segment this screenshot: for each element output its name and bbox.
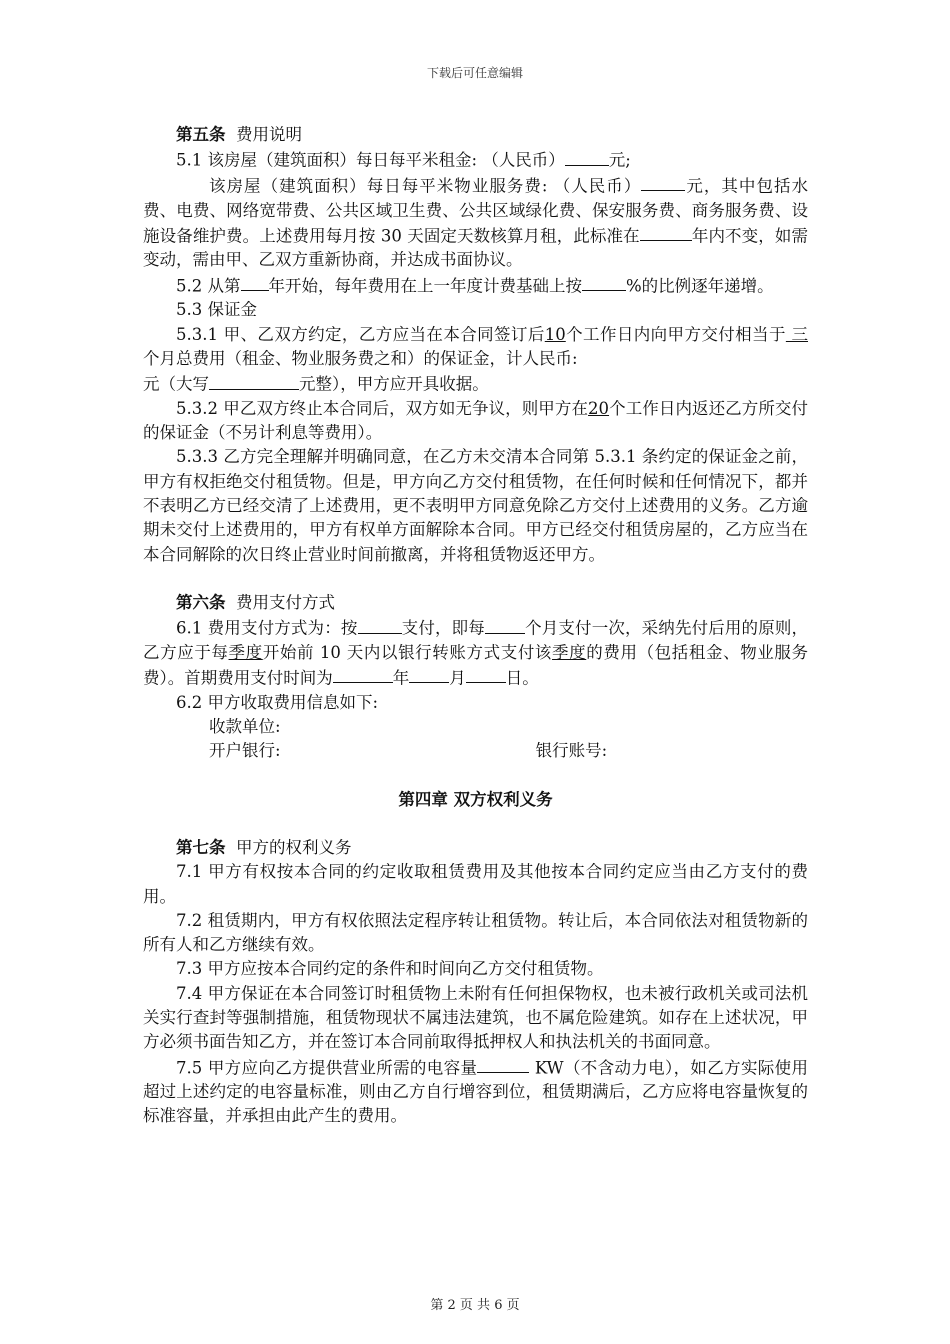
blank-year: [333, 665, 393, 683]
article-6-subtitle: 费用支付方式: [236, 592, 335, 612]
article-5-title: 第五条: [176, 125, 226, 144]
document-body: [143, 123, 808, 1129]
article-7-title: 第七条: [176, 837, 226, 857]
clause-7-4: 7.4 甲方保证在本合同签订时租赁物上未附有任何担保物权，也未被行政机关或司法机关实行查封等强制措施，租赁物现状不属违法建筑，也不属危险建筑。如存在上述状况，甲方必须书面告知乙方，并在签订本合同前取得抵押权人和执法机关的书面同意。: [143, 983, 808, 1052]
clause-7-5: 7.5 甲方应向乙方提供营业所需的电容量 KW（不含动力电），如乙方实际使用超过上述约定的电容量标准，则由乙方自行增容到位，租赁期满后，乙方应将电容量恢复的标准容量，并承担由此产生的费用。: [143, 1055, 808, 1129]
clause-6-2: 6.2 甲方收取费用信息如下:: [176, 692, 379, 712]
blank-months: [485, 615, 525, 633]
bank-label: 开户银行:: [209, 741, 281, 761]
clause-5-2: 5.2 从第 年开始，每年费用在上一年度计费基础上按 %的比例逐年递增。: [143, 273, 808, 299]
page-header: 下载后可任意编辑: [426, 66, 523, 80]
payee-label: 收款单位:: [209, 717, 281, 737]
bank-info-row: [143, 739, 808, 763]
article-7-heading: [143, 836, 808, 860]
blank-amount-words: [209, 371, 299, 389]
page-footer: 第 2 页 共 6 页: [430, 1298, 520, 1313]
blank-service-fee: [641, 173, 685, 191]
clause-5-1-rent: 5.1 该房屋（建筑面积）每日每平米租金: （人民币） 元;: [143, 147, 808, 173]
blank-power-capacity: [477, 1055, 529, 1073]
clause-5-3: 5.3 保证金: [176, 300, 257, 320]
blank-years: [640, 223, 692, 241]
article-7-subtitle: 甲方的权利义务: [236, 837, 352, 857]
clause-5-1-service-fee: 该房屋（建筑面积）每日每平米物业服务费: （人民币） 元，其中包括水费、电费、网络宽带费、公共区域卫生费、公共区域绿化费、保安服务费、商务服务费、设施设备维护费。上述费用每月按 30 天固定天数核算月租，此标准在 年内不变，如需变动，需由甲、乙双方重新协商，并达成书面协议。: [143, 173, 808, 273]
quarter-term-2: 季度: [552, 642, 587, 662]
deposit-days: 10: [544, 324, 566, 344]
article-5-heading: [143, 123, 808, 147]
clause-6-1: 6.1 费用支付方式为：按 支付，即每 个月支付一次，采纳先付后用的原则，乙方应于每季度开始前 10 天内以银行转账方式支付该季度的费用（包括租金、物业服务费）。首期费用支付时间为 年 月 日。: [143, 615, 808, 691]
blank-percent: [582, 273, 626, 291]
clause-7-2: 7.2 租赁期内，甲方有权依照法定程序转让租赁物。转让后，本合同依法对租赁物新的所有人和乙方继续有效。: [143, 910, 808, 955]
deposit-months: 三: [785, 324, 809, 344]
chapter-4-title: 第四章 双方权利义务: [398, 789, 553, 809]
refund-days: 20: [588, 398, 610, 418]
clause-5-3-3: 5.3.3 乙方完全理解并明确同意，在乙方未交清本合同第 5.3.1 条约定的保证金之前，甲方有权拒绝交付租赁物。但是，甲方向乙方交付租赁物，在任何时候和任何情况下，都并不表明乙方已经交清了上述费用，更不表明甲方同意免除乙方交付上述费用的义务。乙方逾期未交付上述费用的，甲方有权单方面解除本合同。甲方已经交付租赁房屋的，乙方应当在本合同解除的次日终止营业时间前撤离，并将租赁物返还甲方。: [143, 447, 808, 564]
clause-5-3-2: 5.3.2 甲乙双方终止本合同后，双方如无争议，则甲方在20个工作日内返还乙方所交付的保证金（不另计利息等费用）。: [143, 398, 808, 443]
blank-start-year: [241, 273, 269, 291]
clause-7-1: 7.1 甲方有权按本合同的约定收取租赁费用及其他按本合同约定应当由乙方支付的费用。: [143, 862, 808, 906]
clause-7-3: 7.3 甲方应按本合同约定的条件和时间向乙方交付租赁物。: [176, 959, 604, 979]
clause-5-3-1: 5.3.1 甲、乙双方约定，乙方应当在本合同签订后10个工作日内向甲方交付相当于 三 个月总费用（租金、物业服务费之和）的保证金，计人民币: 元（大写 元整），甲方应开具收据。: [143, 324, 809, 394]
account-label: 银行账号:: [535, 741, 608, 761]
blank-rent: [565, 147, 609, 165]
article-6-heading: [143, 591, 808, 615]
article-6-title: 第六条: [176, 592, 226, 612]
blank-month: [409, 665, 449, 683]
blank-payment-method: [358, 615, 402, 633]
blank-day: [466, 665, 506, 683]
quarter-term-1: 季度: [228, 642, 263, 662]
article-5-subtitle: 费用说明: [236, 125, 302, 144]
